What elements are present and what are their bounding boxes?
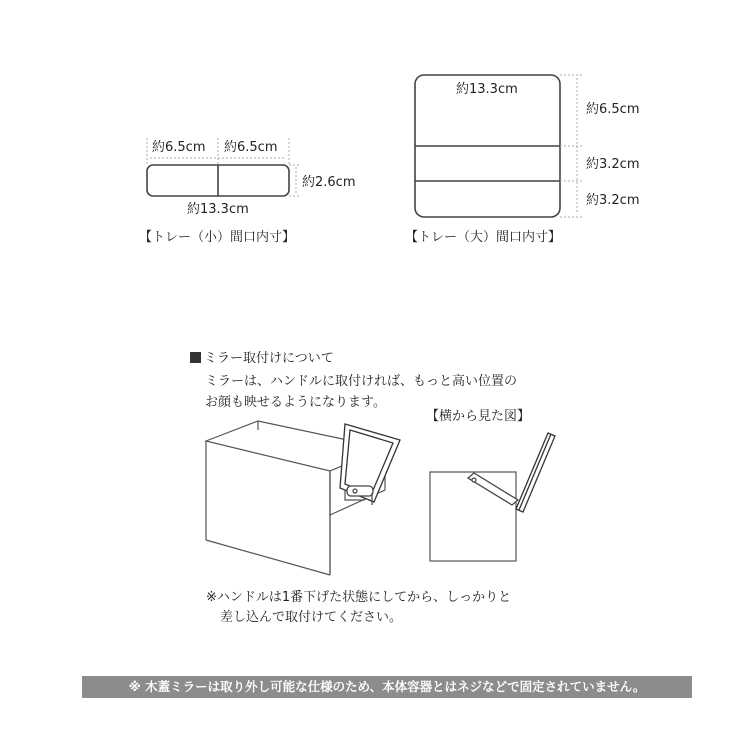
large-tray-width: 約13.3cm <box>456 82 518 97</box>
small-tray-height: 約2.6cm <box>302 175 356 190</box>
mirror-heading-text: ミラー取付けについて <box>204 351 334 366</box>
bullet-square-icon <box>190 352 201 363</box>
small-tray-width-right: 約6.5cm <box>224 140 278 155</box>
small-tray-length: 約13.3cm <box>187 202 249 217</box>
large-tray-caption: 【トレー（大）間口内寸】 <box>405 230 562 245</box>
side-view-caption: 【横から見た図】 <box>426 409 531 424</box>
small-tray-caption: 【トレー（小）間口内寸】 <box>139 230 296 245</box>
notice-banner: ※ 木蓋ミラーは取り外し可能な仕様のため、本体容器とはネジなどで固定されていません。 <box>82 676 692 698</box>
mirror-description-line1: ミラーは、ハンドルに取付ければ、もっと高い位置の <box>205 374 518 389</box>
handle-note-line1: ※ハンドルは1番下げた状態にしてから、しっかりと <box>206 590 512 605</box>
small-tray-width-left: 約6.5cm <box>152 140 206 155</box>
mirror-description-line2: お顔も映せるようになります。 <box>205 395 386 410</box>
box-with-mirror-illustration <box>206 421 400 575</box>
mirror-heading <box>190 349 334 369</box>
large-tray-dimension-lines <box>560 75 582 217</box>
large-tray-section2: 約3.2cm <box>586 157 640 172</box>
side-view-illustration <box>430 433 555 561</box>
small-tray-diagram <box>147 165 289 196</box>
large-tray-section1: 約6.5cm <box>586 102 640 117</box>
handle-note-line2: 差し込んで取付けてください。 <box>220 610 403 625</box>
large-tray-section3: 約3.2cm <box>586 193 640 208</box>
